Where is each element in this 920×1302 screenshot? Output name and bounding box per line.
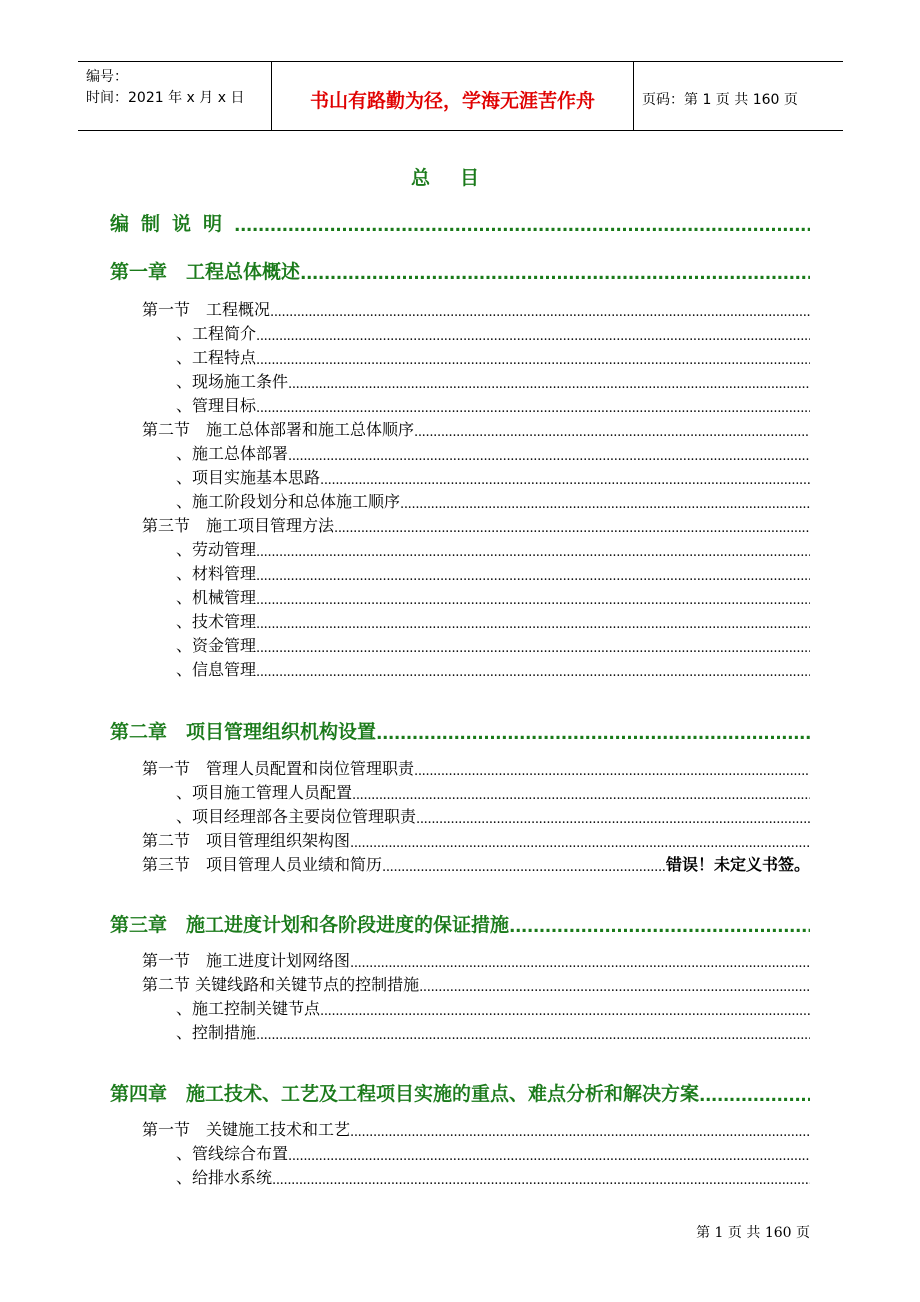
toc-entry-chapter-3[interactable]: [110, 911, 810, 937]
toc-entry-label: 、施工控制关键节点: [176, 999, 321, 1018]
toc-entry-label: 、管线综合布置: [176, 1144, 289, 1163]
toc-entry-section[interactable]: [142, 973, 810, 995]
toc-leader-dots: [509, 917, 810, 937]
document-date-label: 时间：2021 年 x 月 x 日: [86, 90, 245, 106]
toc-leader-dots: [352, 788, 810, 803]
toc-entry-section[interactable]: [142, 949, 810, 971]
toc-leader-dots: [256, 401, 810, 416]
toc-entry-item[interactable]: [176, 1166, 810, 1188]
toc-leader-dots: [350, 836, 810, 851]
toc-entry-section[interactable]: [142, 829, 810, 851]
toc-entry-label: 编制说明: [110, 213, 235, 235]
toc-entry-label: 、材料管理: [176, 564, 257, 583]
toc-entry-label: 第二章 项目管理组织机构设置: [110, 721, 377, 743]
toc-entry-item[interactable]: [176, 370, 810, 392]
toc-entry-item[interactable]: [176, 442, 810, 464]
toc-entry-section[interactable]: [142, 418, 810, 440]
toc-entry-label: 、施工总体部署: [176, 444, 289, 463]
toc-leader-dots: [419, 980, 810, 995]
toc-leader-dots: [288, 1149, 810, 1164]
toc-entry-section[interactable]: [142, 514, 810, 536]
toc-entry-label: 、项目经理部各主要岗位管理职责: [176, 807, 417, 826]
toc-entry-label: 第一章 工程总体概述: [110, 261, 301, 283]
toc-entry-label: 第一节 管理人员配置和岗位管理职责: [142, 759, 415, 778]
toc-entry-item[interactable]: [176, 1021, 810, 1043]
toc-entry-section[interactable]: [142, 298, 810, 320]
toc-entry-item[interactable]: [176, 610, 810, 632]
toc-leader-dots: [234, 216, 810, 236]
toc-leader-dots: [256, 593, 810, 608]
document-number-label: 编号：: [86, 69, 128, 85]
toc-leader-dots: [300, 264, 810, 284]
toc-leader-dots: [416, 812, 810, 827]
toc-entry-item[interactable]: [176, 658, 810, 680]
toc-entry-chapter-2[interactable]: [110, 718, 810, 744]
toc-entry-label: 第一节 施工进度计划网络图: [142, 951, 351, 970]
toc-entry-item[interactable]: [176, 634, 810, 656]
toc-leader-dots: [414, 764, 810, 779]
toc-leader-dots: [699, 1086, 810, 1106]
toc-entry-section[interactable]: [142, 1118, 810, 1140]
header-motto: 书山有路勤为径，学海无涯苦作舟: [309, 90, 595, 112]
toc-leader-dots: [256, 665, 810, 680]
toc-leader-dots: [320, 1004, 810, 1019]
toc-title: 总目: [410, 167, 509, 189]
toc-entry-label: 第二节 项目管理组织架构图: [142, 831, 351, 850]
toc-leader-dots: [376, 724, 810, 744]
page-footer: 第 1 页 共 160 页: [696, 1225, 810, 1241]
toc-leader-dots: [382, 860, 666, 875]
toc-entry-label: 第二节 施工总体部署和施工总体顺序: [142, 420, 415, 439]
toc-entry-item[interactable]: [176, 538, 810, 560]
toc-entry-label: 、施工阶段划分和总体施工顺序: [176, 492, 401, 511]
toc-entry-label: 、技术管理: [176, 612, 257, 631]
toc-entry-item[interactable]: [176, 562, 810, 584]
toc-entry-section[interactable]: [142, 853, 810, 875]
toc-leader-dots: [256, 353, 810, 368]
toc-leader-dots: [350, 1125, 810, 1140]
toc-entry-label: 、信息管理: [176, 660, 257, 679]
toc-entry-item[interactable]: [176, 466, 810, 488]
header-motto-cell: [272, 62, 634, 130]
toc-leader-dots: [256, 641, 810, 656]
toc-entry-label: 、劳动管理: [176, 540, 257, 559]
toc-entry-label: 、项目施工管理人员配置: [176, 783, 353, 802]
toc-entry-label: 第一节 工程概况: [142, 300, 271, 319]
toc-leader-dots: [334, 521, 810, 536]
header-page-cell: [634, 62, 843, 130]
toc-entry-item[interactable]: [176, 490, 810, 512]
toc-entry-item[interactable]: [176, 1142, 810, 1164]
toc-leader-dots: [288, 449, 810, 464]
toc-entry-label: 、管理目标: [176, 396, 257, 415]
toc-entry-label: 、工程特点: [176, 348, 257, 367]
toc-entry-label: 第四章 施工技术、工艺及工程项目实施的重点、难点分析和解决方案: [110, 1083, 700, 1105]
toc-entry-item[interactable]: [176, 322, 810, 344]
toc-entry-label: 、项目实施基本思路: [176, 468, 321, 487]
toc-entry-chapter-1[interactable]: [110, 258, 810, 284]
toc-entry-label: 、机械管理: [176, 588, 257, 607]
toc-leader-dots: [256, 569, 810, 584]
toc-leader-dots: [272, 1173, 810, 1188]
toc-entry-label: 、控制措施: [176, 1023, 257, 1042]
toc-leader-dots: [270, 305, 810, 320]
toc-entry-item[interactable]: [176, 346, 810, 368]
toc-leader-dots: [256, 617, 810, 632]
toc-leader-dots: [288, 377, 810, 392]
header-meta-cell: [78, 62, 272, 130]
toc-leader-dots: [256, 545, 810, 560]
header-page-number: 页码：第 1 页 共 160 页: [642, 92, 798, 108]
toc-entry-preface[interactable]: [110, 210, 810, 236]
toc-entry-chapter-4[interactable]: [110, 1080, 810, 1106]
toc-entry-label: 、给排水系统: [176, 1168, 273, 1187]
toc-entry-label: 、现场施工条件: [176, 372, 289, 391]
toc-leader-dots: [400, 497, 810, 512]
toc-entry-label: 第二节 关键线路和关键节点的控制措施: [142, 975, 420, 994]
toc-entry-label: 、资金管理: [176, 636, 257, 655]
toc-entry-section[interactable]: [142, 757, 810, 779]
toc-entry-item[interactable]: [176, 781, 810, 803]
toc-leader-dots: [256, 329, 810, 344]
toc-entry-item[interactable]: [176, 394, 810, 416]
toc-entry-label: 第三章 施工进度计划和各阶段进度的保证措施: [110, 914, 510, 936]
toc-leader-dots: [320, 473, 810, 488]
toc-entry-item[interactable]: [176, 997, 810, 1019]
toc-leader-dots: [256, 1028, 810, 1043]
toc-entry-label: 、工程简介: [176, 324, 257, 343]
toc-entry-label: 第一节 关键施工技术和工艺: [142, 1120, 351, 1139]
toc-entry-label: 第三节 施工项目管理方法: [142, 516, 335, 535]
toc-entry-item[interactable]: [176, 586, 810, 608]
page-header: [78, 61, 843, 131]
toc-error-text: 错误！未定义书签。: [665, 855, 810, 874]
toc-leader-dots: [414, 425, 810, 440]
toc-leader-dots: [350, 956, 810, 971]
toc-entry-label: 第三节 项目管理人员业绩和简历: [142, 855, 383, 874]
toc-entry-item[interactable]: [176, 805, 810, 827]
